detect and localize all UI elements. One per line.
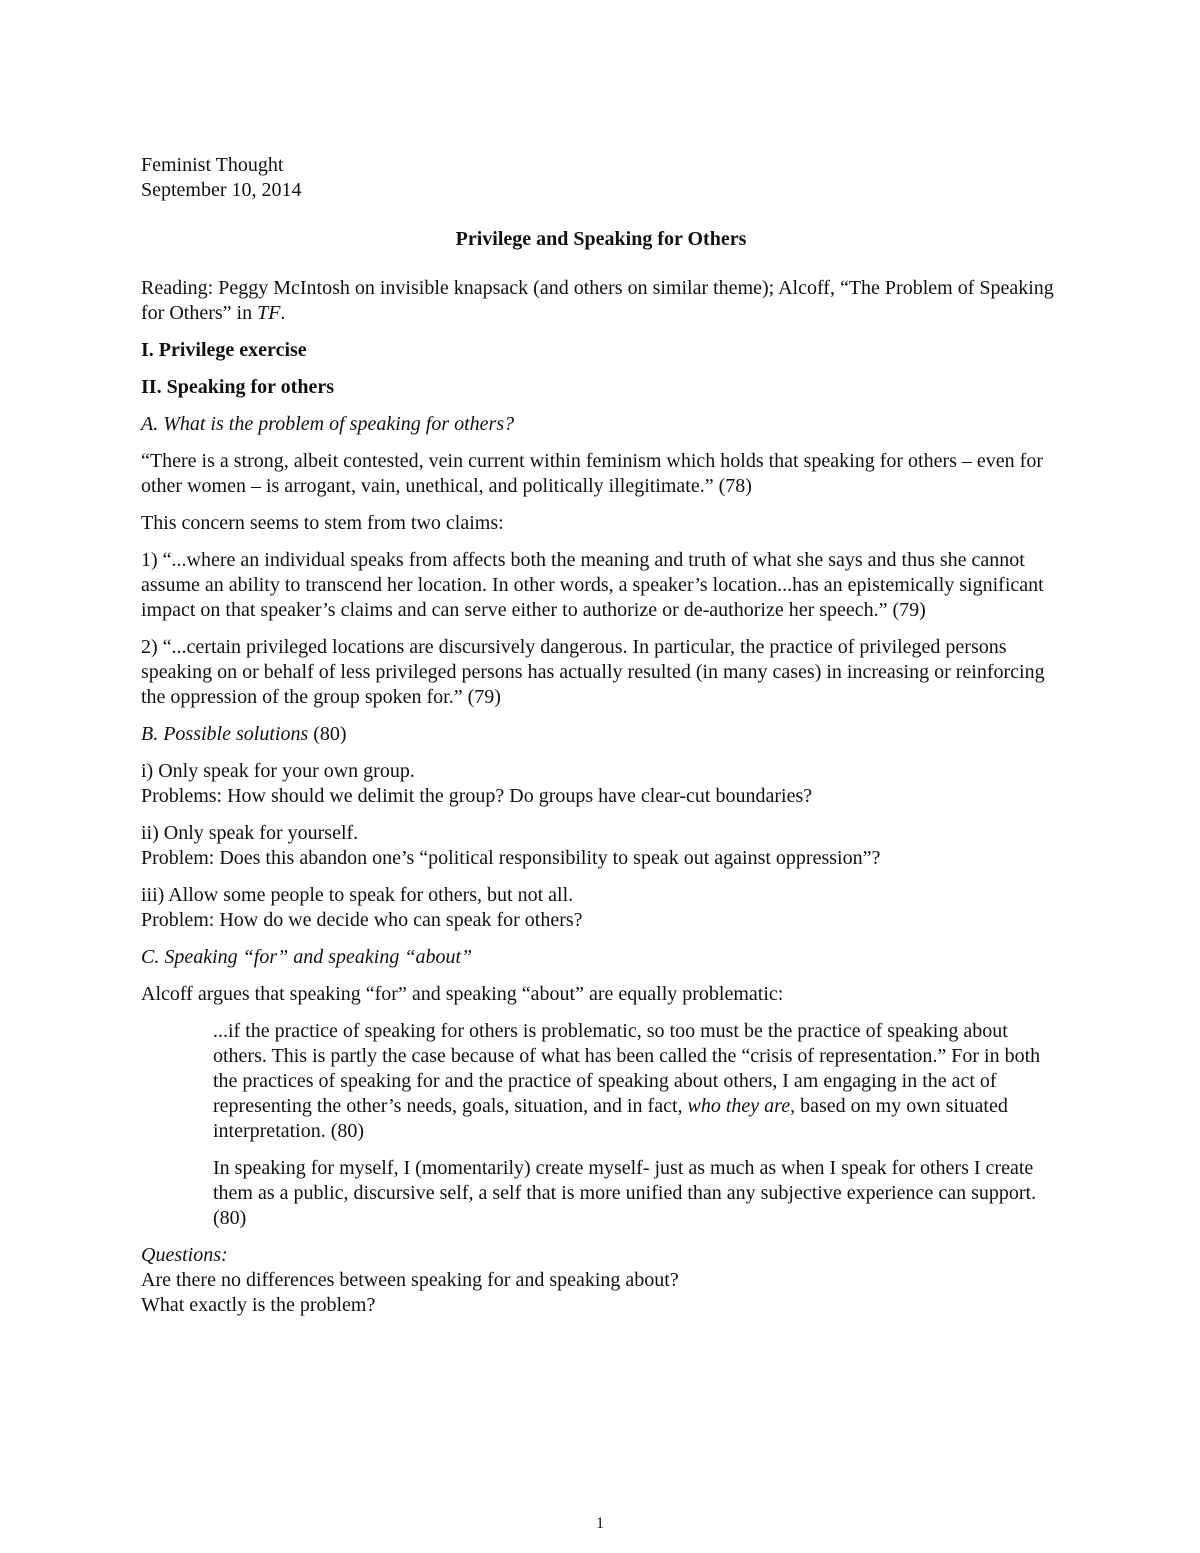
block-quote-1 [213, 1019, 1061, 1144]
reading-abbrev: TF [257, 302, 281, 324]
questions-section [141, 1243, 1061, 1318]
course-name: Feminist Thought [141, 154, 284, 176]
subheading-b-page: (80) [308, 723, 347, 745]
subheading-a: A. What is the problem of speaking for others? [141, 413, 515, 435]
page-number: 1 [596, 1515, 604, 1532]
alcoff-argues-paragraph: Alcoff argues that speaking “for” and speaking “about” are equally problematic: [141, 983, 784, 1005]
solution-problem: Problems: How should we delimit the group? Do groups have clear-cut boundaries? [141, 785, 813, 807]
page-title: Privilege and Speaking for Others [455, 228, 747, 250]
claim-2: 2) “...certain privileged locations are discursively dangerous. In particular, the practice of privileged persons speaking on or behalf of less privileged persons has actually resulted (in many cases) in increasing or reinforcing the oppression of the group spoken for.” (79) [141, 636, 1045, 708]
subheading-b [141, 722, 1061, 747]
reading-text: Reading: Peggy McIntosh on invisible knapsack (and others on similar theme); Alcoff, “The Problem of Speaking for Others” in [141, 277, 1054, 324]
concern-paragraph: This concern seems to stem from two claims: [141, 512, 504, 534]
solution-1 [141, 759, 1061, 809]
block-quote-1-emphasis: who they are, [687, 1095, 796, 1117]
solution-3 [141, 883, 1061, 933]
question-item: What exactly is the problem? [141, 1294, 376, 1316]
solution-2 [141, 821, 1061, 871]
questions-label: Questions: [141, 1244, 228, 1266]
quote-paragraph-78: “There is a strong, albeit contested, vein current within feminism which holds that speaking for others – even for other women – is arrogant, vain, unethical, and politically illegitimate.” (78) [141, 450, 1043, 497]
section-heading-privilege: I. Privilege exercise [141, 339, 307, 361]
section-heading-speaking: II. Speaking for others [141, 376, 334, 398]
solution-problem: Problem: Does this abandon one’s “political responsibility to speak out against oppression”? [141, 847, 881, 869]
question-item: Are there no differences between speaking for and speaking about? [141, 1269, 679, 1291]
subheading-c: C. Speaking “for” and speaking “about” [141, 946, 473, 968]
reading-suffix: . [280, 302, 286, 324]
subheading-b-label: B. Possible solutions [141, 723, 309, 745]
block-quote-1-suffix: based on my own situated interpretation. (80) [213, 1095, 1008, 1142]
block-quote-1-text: ...if the practice of speaking for others is problematic, so too must be the practice of speaking about others. This is partly the case because of what has been called the “crisis of representation.” For in both the practices of speaking for and the practice of speaking about others, I am engaging in the act of representing the other’s needs, goals, situation, and in fact, [213, 1020, 1041, 1117]
solution-option: iii) Allow some people to speak for others, but not all. [141, 884, 574, 906]
document-content [141, 153, 1061, 1318]
solution-option: i) Only speak for your own group. [141, 760, 415, 782]
claim-1: 1) “...where an individual speaks from affects both the meaning and truth of what she says and thus she cannot assume an ability to transcend her location. In other words, a speaker’s location...has an epistemically significant impact on that speaker’s claims and can serve either to authorize or de-authorize her speech.” (79) [141, 549, 1044, 621]
document-date: September 10, 2014 [141, 179, 302, 201]
solution-problem: Problem: How do we decide who can speak for others? [141, 909, 583, 931]
reading-assignment [141, 276, 1061, 326]
block-quote-2: In speaking for myself, I (momentarily) create myself- just as much as when I speak for others I create them as a public, discursive self, a self that is more unified than any subjective experience can support. (80) [213, 1157, 1037, 1229]
solution-option: ii) Only speak for yourself. [141, 822, 359, 844]
